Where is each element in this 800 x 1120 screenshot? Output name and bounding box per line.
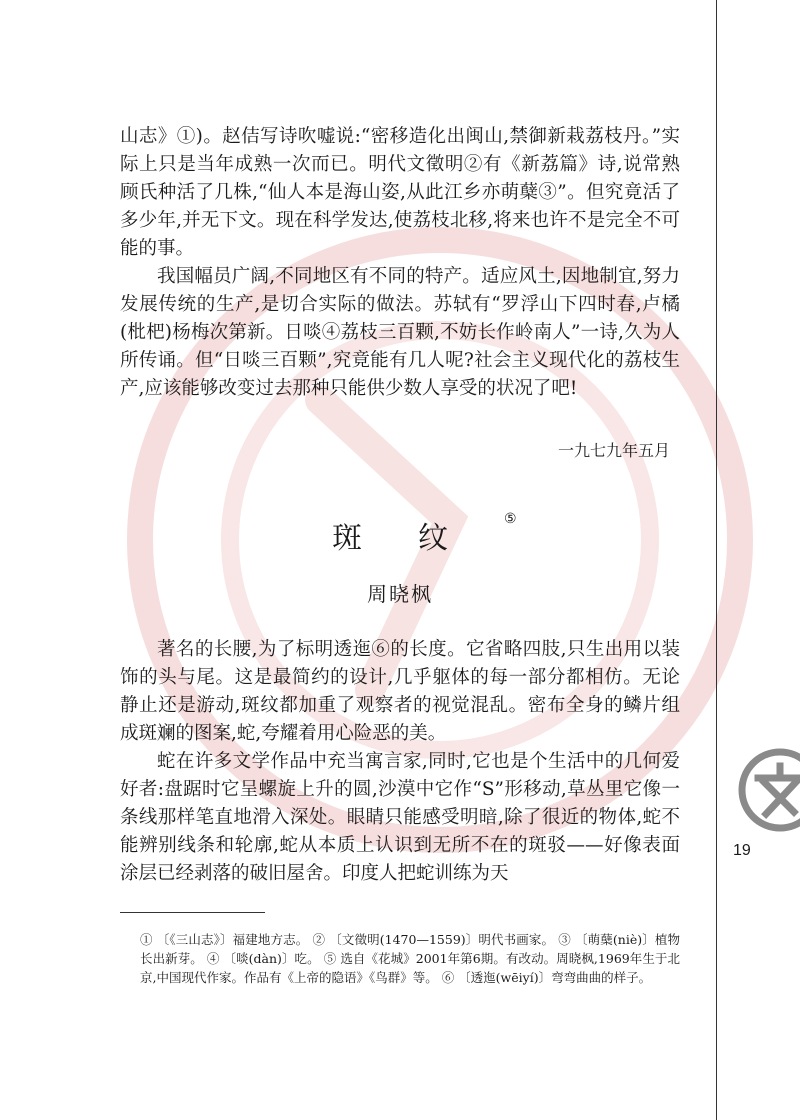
essay2-title-note: ⑤ <box>504 511 517 527</box>
essay1-date: 一九七九年五月 <box>557 441 670 460</box>
essay1-paragraph-2: 我国幅员广阔,不同地区有不同的特产。适应风土,因地制宜,努力发展传统的生产,是切合实际的做法。苏轼有“罗浮山下四时春,卢橘(枇杷)杨梅次第新。日啖④荔枝三百颗,不妨长作岭南人”一诗,久为人所传诵。但“日啖三百颗”,究竟能有几人呢?社会主义现代化的荔枝生产,应该能够改变过去那种只能供少数人享受的状况了吧! <box>120 266 680 399</box>
seal-icon <box>738 748 800 832</box>
footnote-divider <box>120 912 265 913</box>
footnotes: ① 〔《三山志》〕福建地方志。 ② 〔文徵明(1470—1559)〕明代书画家。 ③ 〔萌蘖(niè)〕植物长出新芽。 ④ 〔啖(dàn)〕吃。 ⑤ 选自《花城》2001年第6期。有改动。周晓枫,1969年生于北京,中国现代作家。作品有《上帝的隐语》《鸟群》等。 ⑥ 〔透迤(wēiyí)〕弯弯曲曲的样子。 <box>140 932 680 985</box>
essay2-paragraph-1: 著名的长腰,为了标明透迤⑥的长度。它省略四肢,只生出用以装饰的头与尾。这是最简约的设计,几乎躯体的每一部分都相仿。无论静止还是游动,斑纹都加重了观察者的视觉混乱。密布全身的鳞片组成斑斓的图案,蛇,夸耀着用心险恶的美。 <box>120 639 680 744</box>
page-number: 19 <box>733 842 751 859</box>
essay1-paragraph-1: 山志》①)。赵佶写诗吹嘘说:“密移造化出闽山,禁御新栽荔枝丹。”实际上只是当年成熟一次而已。明代文徵明②有《新荔篇》诗,说常熟顾氏种活了几株,“仙人本是海山姿,从此江乡亦萌蘖③”。但究竟活了多少年,并无下文。现在科学发达,使荔枝北移,将来也许不是完全不可能的事。 <box>120 126 680 259</box>
essay2-title <box>332 513 517 557</box>
essay2-title-text: 斑纹 <box>332 521 504 556</box>
margin-rule <box>716 0 717 1120</box>
essay2-paragraph-2: 蛇在许多文学作品中充当寓言家,同时,它也是个生活中的几何爱好者:盘踞时它呈螺旋上升的圆,沙漠中它作“S”形移动,草丛里它像一条线那样笔直地滑入深处。眼睛只能感受明暗,除了很近的物体,蛇不能辨别线条和轮廓,蛇从本质上认识到无所不在的斑驳——好像表面涂层已经剥落的破旧屋舍。印度人把蛇训练为天 <box>120 751 680 884</box>
essay2-author: 周晓枫 <box>367 582 433 606</box>
